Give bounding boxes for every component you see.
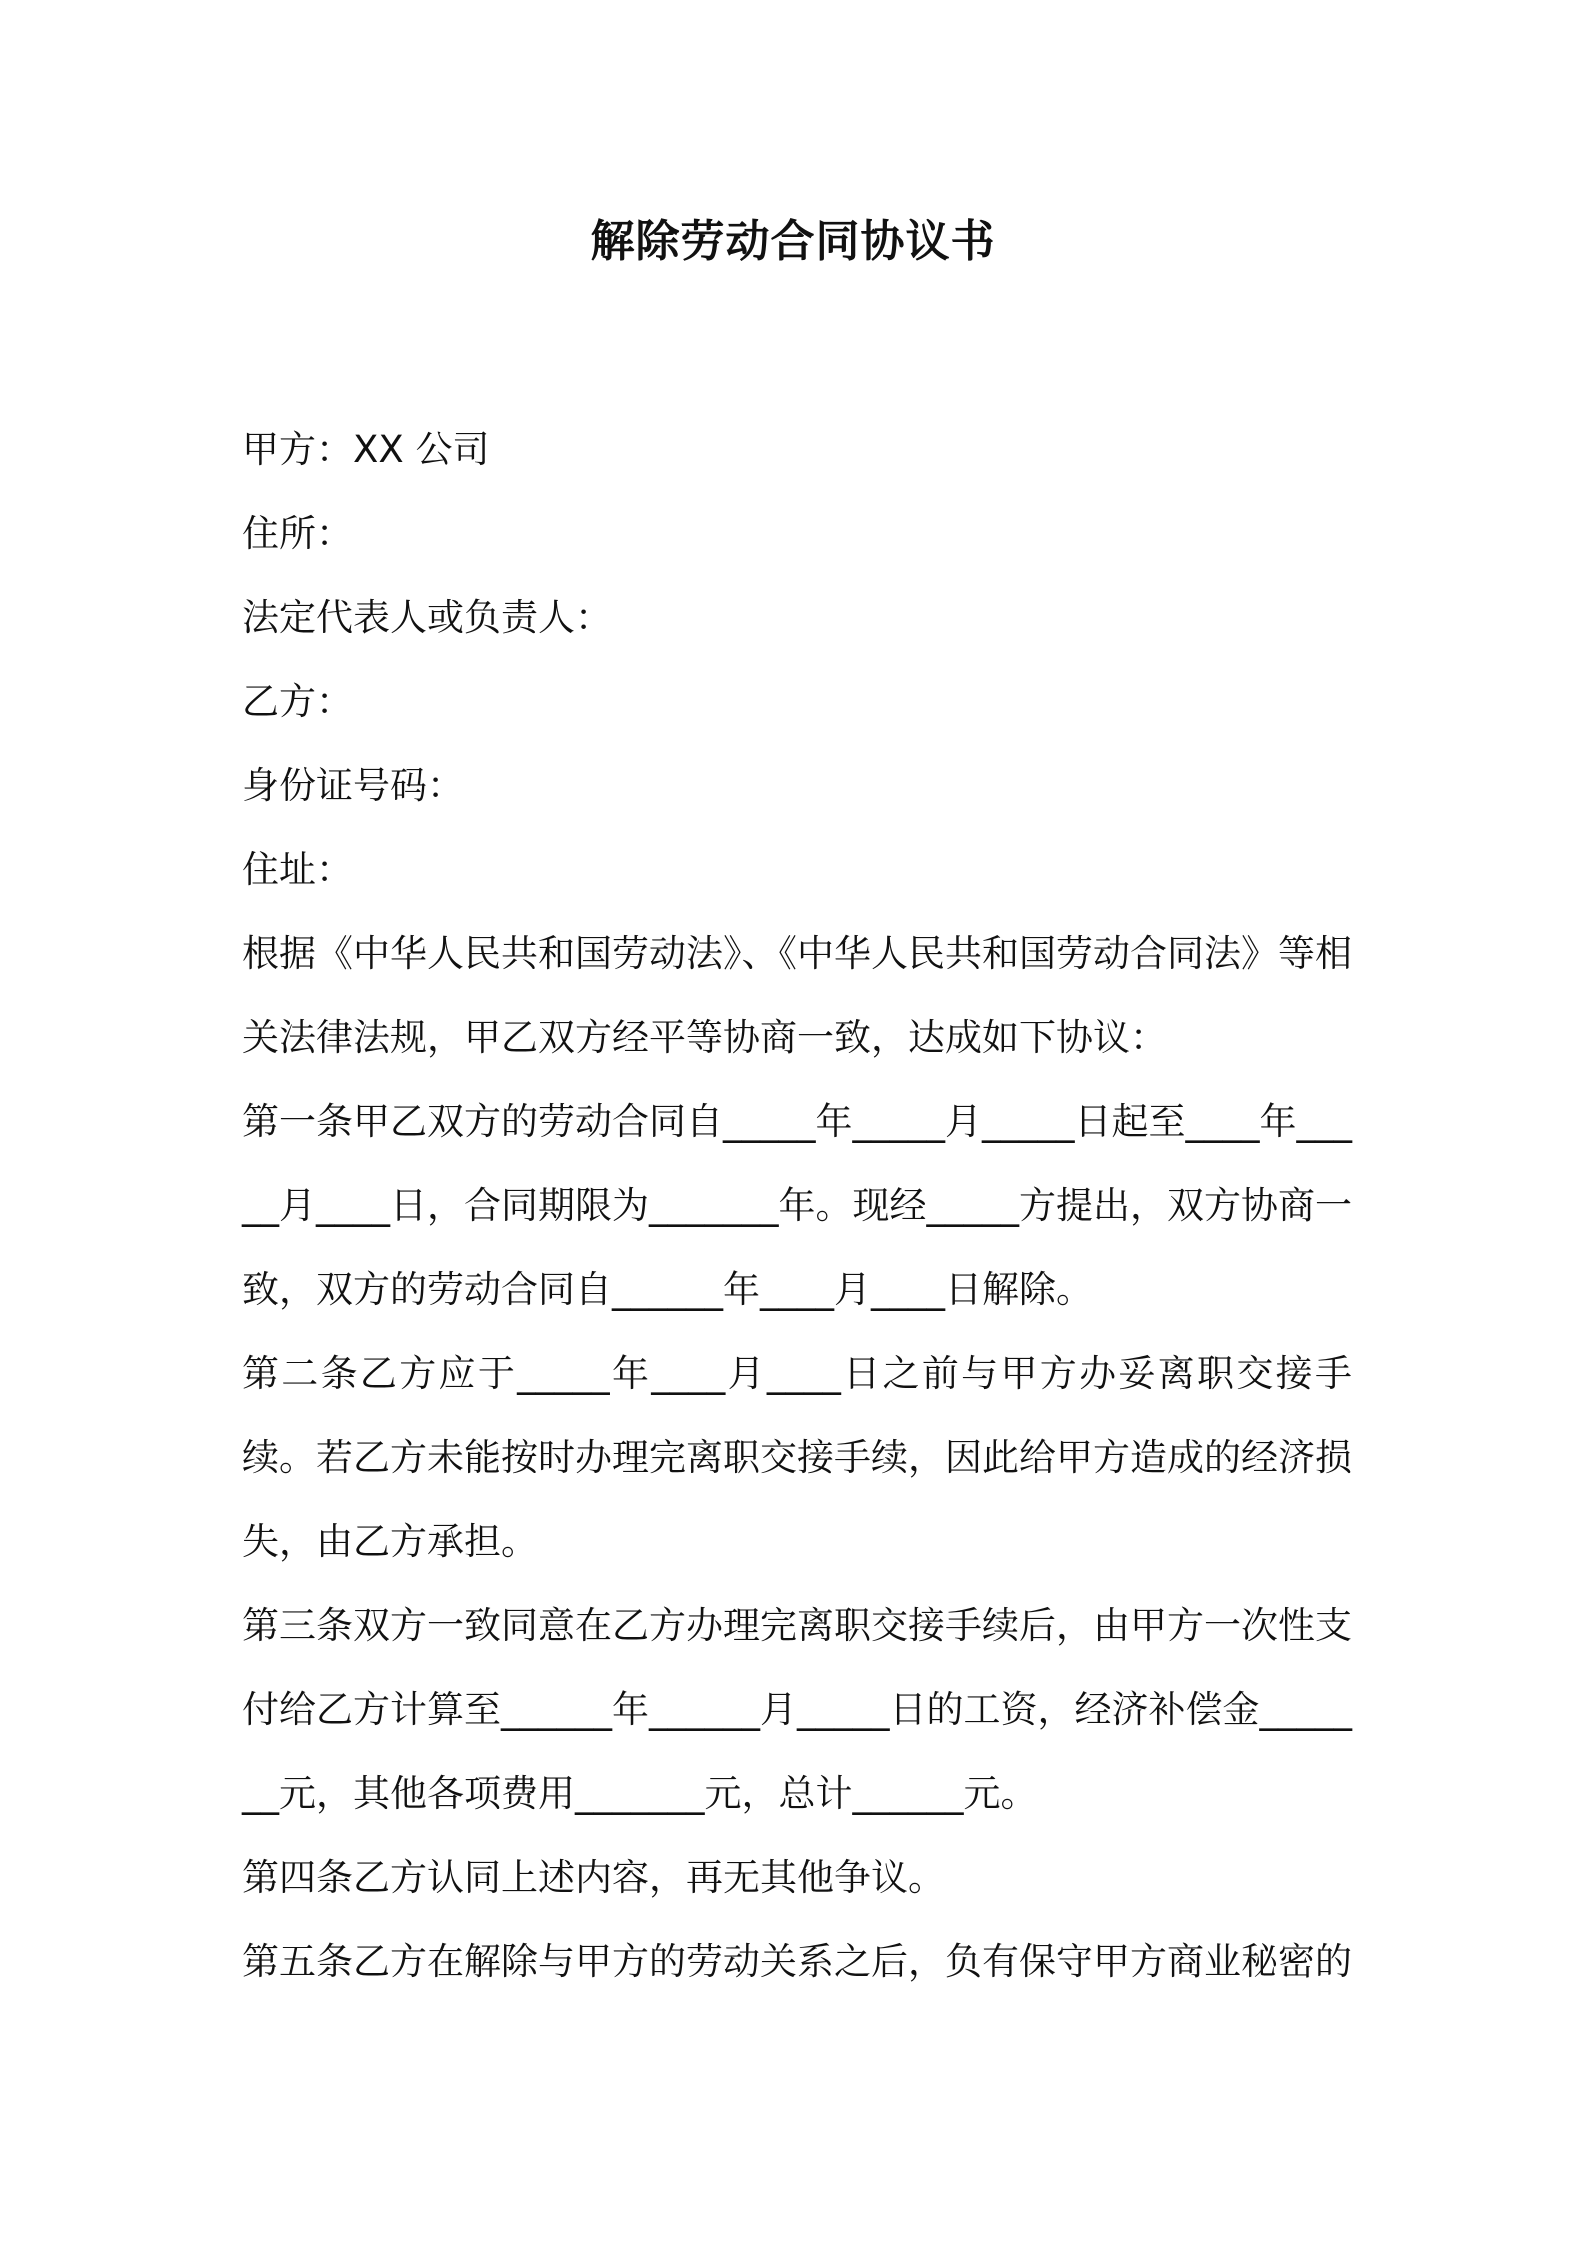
article-3-paragraph: 第三条双方一致同意在乙方办理完离职交接手续后，由甲方一次性支付给乙方计算至______年______月_____日的工资，经济补偿金_______元，其他各项费用_______元，总计______元。 bbox=[242, 1604, 1352, 1815]
document-title: 解除劳动合同协议书 bbox=[590, 216, 996, 267]
preamble-paragraph: 根据《中华人民共和国劳动法》、《中华人民共和国劳动合同法》等相关法律法规，甲乙双方经平等协商一致，达成如下协议： bbox=[242, 932, 1352, 1059]
id-number-line: 身份证号码： bbox=[242, 764, 464, 807]
party-a-line: 甲方：XX 公司 bbox=[242, 428, 490, 471]
legal-representative-line: 法定代表人或负责人： bbox=[242, 596, 612, 639]
article-2-paragraph: 第二条乙方应于_____年____月____日之前与甲方办妥离职交接手续。若乙方未能按时办理完离职交接手续，因此给甲方造成的经济损失，由乙方承担。 bbox=[242, 1352, 1352, 1563]
document-body bbox=[242, 408, 1352, 2004]
article-5-paragraph: 第五条乙方在解除与甲方的劳动关系之后，负有保守甲方商业秘密的 bbox=[242, 1940, 1352, 1983]
party-b-address-line: 住址： bbox=[242, 848, 353, 891]
party-a-address-line: 住所： bbox=[242, 512, 353, 555]
article-4-paragraph: 第四条乙方认同上述内容，再无其他争议。 bbox=[242, 1856, 945, 1899]
party-b-line: 乙方： bbox=[242, 680, 353, 723]
article-1-paragraph: 第一条甲乙双方的劳动合同自_____年_____月_____日起至____年_____月____日，合同期限为_______年。现经_____方提出，双方协商一致，双方的劳动合同自______年____月____日解除。 bbox=[242, 1100, 1352, 1311]
